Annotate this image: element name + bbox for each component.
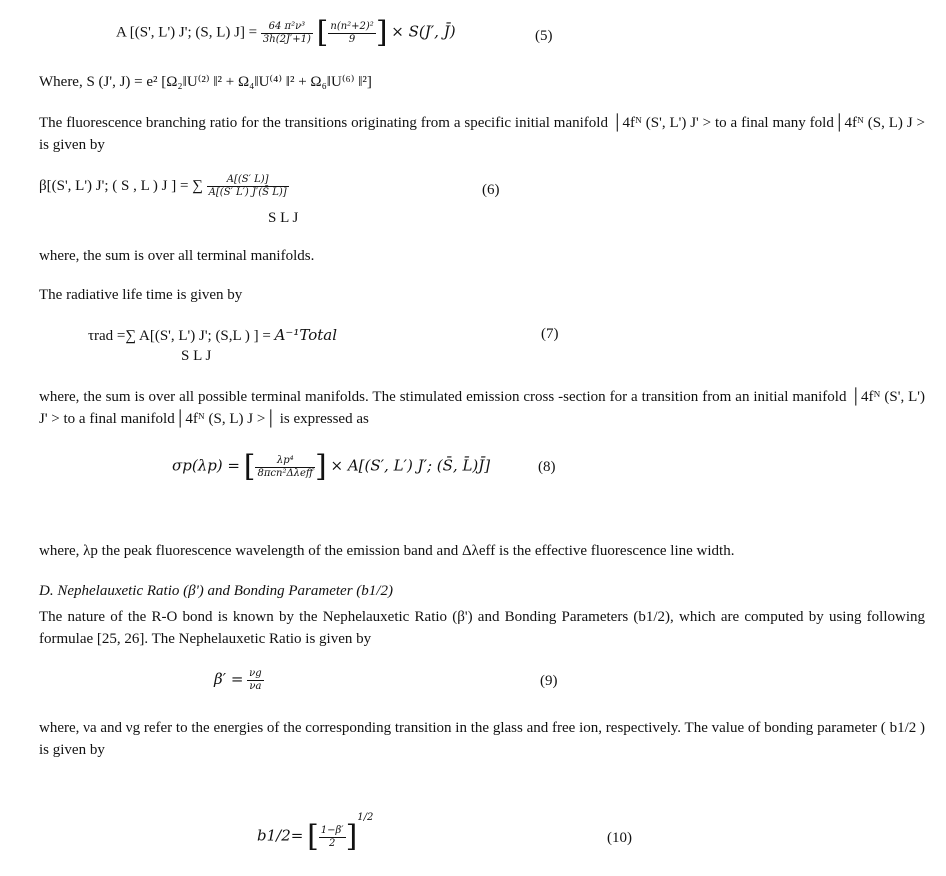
section-heading-nephelauxetic: D. Nephelauxetic Ratio (β') and Bonding Parameter (b1/2) — [39, 583, 393, 599]
eq9-frac-den: νa — [247, 680, 263, 693]
eq8-frac-den: 8πcn²Δλeff — [257, 467, 314, 479]
eq8-fraction — [255, 455, 315, 480]
equation-7 — [88, 326, 337, 345]
equation-10 — [257, 812, 374, 854]
equation-9 — [214, 668, 264, 693]
paragraph-peak-wavelength: where, λp the peak fluorescence wavelength of the emission band and Δλeff is the effective fluorescence line width. — [39, 543, 735, 559]
eq10-number: (10) — [607, 830, 632, 846]
paragraph-radiative-lifetime: The radiative life time is given by — [39, 287, 243, 303]
eq9-frac-num: νg — [249, 668, 262, 679]
eq5-inner-fraction — [328, 21, 375, 46]
eq6-fraction — [207, 174, 289, 199]
eq5-lhs: A [(S', L') J'; (S, L) J] = — [116, 24, 258, 41]
eq10-fraction — [319, 825, 346, 850]
eq7-under: S L J — [181, 348, 212, 364]
paragraph-nature-of-bond: The nature of the R-O bond is known by the Nephelauxetic Ratio (β') and Bonding Parameters (b1/2), which are computed by using following formulae [25, 26]. The Nephelauxetic Ratio is given by — [39, 609, 925, 647]
eq5-number: (5) — [535, 28, 553, 44]
eq10-left-bracket: [ — [307, 819, 319, 854]
eq6-under: S L J — [268, 210, 299, 226]
eq5-fraction — [261, 21, 313, 46]
paragraph-energies: where, νa and νg refer to the energies of the corresponding transition in the glass and free ion, respectively. The value of bonding parameter ( b1/2 ) is given by — [39, 720, 925, 758]
eq6-frac-den: A[(S′ L′) J′(S̄ L)] — [208, 187, 287, 198]
eq10-exponent: 1/2 — [357, 812, 374, 824]
paragraph-branching-ratio: The fluorescence branching ratio for the transitions originating from a specific initial manifold │4fᴺ (S', L') J' > to a final many fold│4fᴺ (S, L) J > is given by — [39, 115, 925, 153]
eq7-lhs: τrad =∑ A[(S', L') J'; (S,L ) ] = — [88, 328, 271, 344]
eq6-number: (6) — [482, 182, 500, 198]
eq5-left-bracket: [ — [316, 15, 329, 50]
eq5-frac-num: 64 π²ν³ — [268, 20, 306, 32]
equation-6 — [39, 174, 289, 199]
eq5-inner-den: 9 — [328, 33, 375, 46]
eq10-right-bracket: ] — [345, 819, 358, 854]
eq8-frac-num: λp⁴ — [276, 454, 294, 466]
paragraph-sum-terminal: where, the sum is over all terminal manifolds. — [39, 248, 315, 264]
eq10-lhs: b1/2= — [257, 826, 304, 845]
eq6-lhs: β[(S', L') J'; ( S , L ) J ] = ∑ — [39, 177, 203, 194]
eq8-right-bracket: ] — [315, 449, 327, 484]
where-s-definition: Where, S (J', J) = e² [Ω₂‖U⁽²⁾ ‖² + Ω₄‖U⁽⁴⁾ ‖² + Ω₆‖U⁽⁶⁾ ‖²] — [39, 74, 372, 90]
eq7-rhs: A⁻¹Total — [274, 326, 337, 344]
eq5-frac-den: 3h(2J′+1) — [262, 33, 311, 45]
eq10-frac-den: 2 — [319, 837, 346, 850]
eq5-right-bracket: ] — [375, 15, 388, 50]
eq8-left-bracket: [ — [243, 449, 256, 484]
eq6-frac-num: A[(S′ L)] — [226, 174, 269, 185]
equation-8 — [172, 449, 491, 484]
eq5-inner-num: n(n²+2)² — [330, 20, 374, 32]
eq8-lhs: σp(λp) = — [172, 456, 240, 475]
eq5-tail: × S(J′, J̄) — [391, 22, 456, 41]
eq9-fraction — [247, 668, 263, 693]
eq9-number: (9) — [540, 673, 558, 689]
eq8-tail: × A[(S′, L′) J′; (S̄, L̄)J̄] — [330, 456, 491, 475]
eq7-number: (7) — [541, 326, 559, 342]
eq9-lhs: β′ = — [214, 669, 244, 688]
eq10-frac-num: 1−β′ — [320, 824, 344, 836]
equation-5 — [116, 15, 456, 50]
paragraph-stimulated-emission: where, the sum is over all possible terminal manifolds. The stimulated emission cross -section for a transition from an initial manifold │4fᴺ (S', L') J' > to a final manifold│4fᴺ (S, L) J >│ is expressed as — [39, 389, 925, 427]
eq8-number: (8) — [538, 459, 556, 475]
